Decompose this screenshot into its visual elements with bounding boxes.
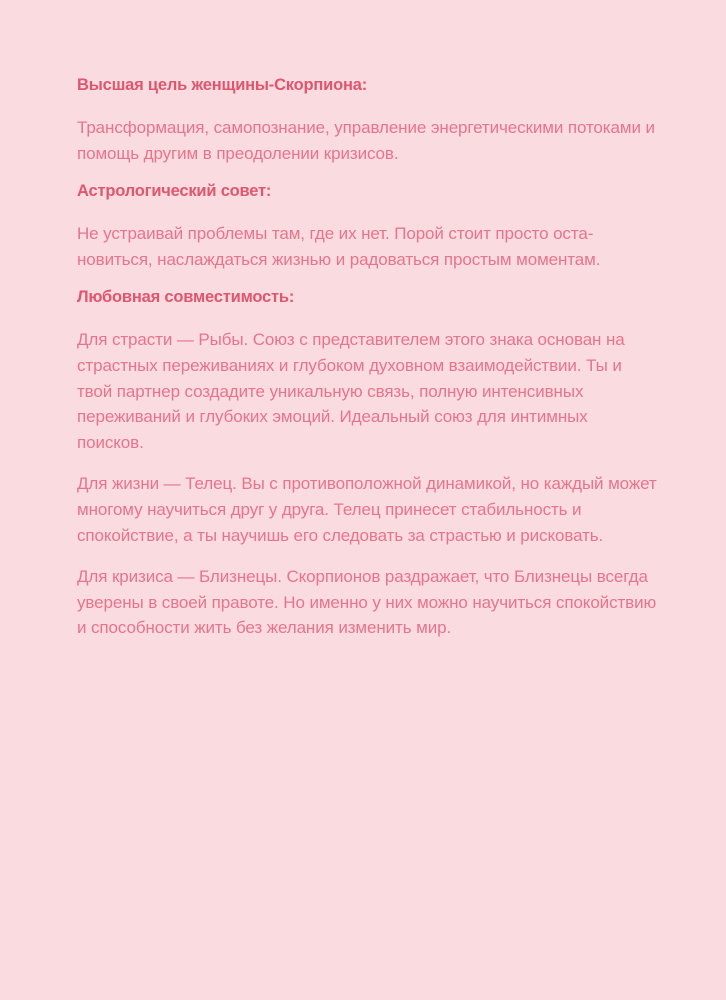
section-highest-goal (77, 74, 657, 166)
section-astrological-advice (77, 180, 657, 272)
paragraph: Не устраивай проблемы там, где их нет. Порой стоит просто остановиться, наслаждаться жизнью и радоваться простым моментам. (77, 224, 601, 269)
paragraph-passion: Для страсти — Рыбы. Союз с представителем этого знака основан на страстных переживаниях и глубоком духовном взаимодействии. Ты и твой партнер создадите уникальную связь, полную интенсивных переживаний и глубоких эмоций. Идеальный союз для интимных поисков. (77, 330, 625, 452)
section-love-compatibility (77, 286, 657, 641)
section-heading: Высшая цель женщины-Скорпиона: (77, 76, 368, 94)
paragraph-life: Для жизни — Телец. Вы с противоположной динамикой, но каждый может многому научиться друг у друга. Телец принесет стабильность и спокойствие, а ты научишь его следовать за страстью и рисковать. (77, 474, 657, 545)
section-heading: Астрологический совет: (77, 182, 272, 201)
section-heading: Любовная совместимость: (77, 288, 295, 307)
paragraph: Трансформация, самопознание, управление энергетическими потоками и помощь другим в преодолении кризисов. (77, 118, 655, 163)
paragraph-crisis: Для кризиса — Близнецы. Скорпионов раздражает, что Близнецы всегда уверены в своей правоте. Но именно у них можно научиться спокойствию и способности жить без желания изменить мир. (77, 567, 657, 638)
